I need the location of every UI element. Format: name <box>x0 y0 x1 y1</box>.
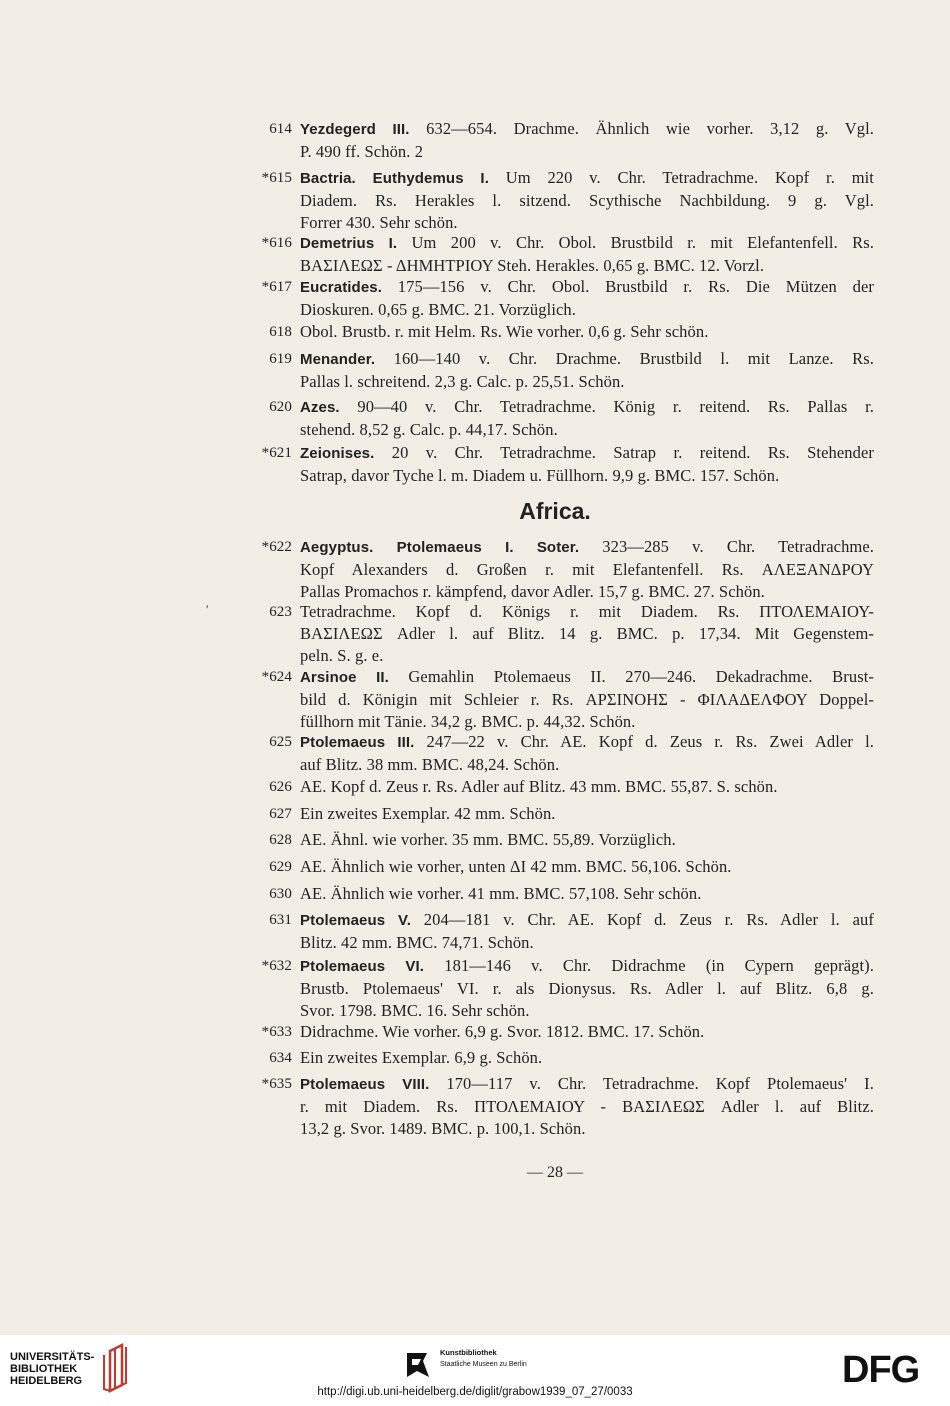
entry-text <box>300 536 874 603</box>
entry-line: AE. Ähnlich wie vorher. 41 mm. BMC. 57,108. Sehr schön. <box>300 884 702 903</box>
entry-headword: Yezdegerd III. <box>300 121 410 138</box>
entry-number: 634 <box>269 1050 292 1066</box>
entry-text <box>300 601 874 667</box>
kunstbibliothek-logo-icon[interactable] <box>405 1351 431 1379</box>
entry-text <box>300 348 874 393</box>
entry-line: Satrap, davor Tyche l. m. Diadem u. Füllhorn. 9,9 g. BMC. 157. Schön. <box>300 466 780 485</box>
entry-line: Didrachme. Wie vorher. 6,9 g. Svor. 1812. BMC. 17. Schön. <box>300 1022 705 1041</box>
kb-line-1: Kunstbibliothek <box>440 1348 497 1357</box>
section-title-africa: Africa. <box>519 498 591 524</box>
entry-text <box>300 883 874 905</box>
entry-line: ΒΑΣΙΛΕΩΣ Adler l. auf Blitz. 14 g. BMC. p. 17,34. Mit Gegenstem- <box>300 624 874 643</box>
entry-text <box>300 321 874 343</box>
entry-headword: Ptolemaeus V. <box>300 912 412 929</box>
kunstbibliothek-text <box>440 1347 527 1370</box>
entry-number: 618 <box>269 324 292 340</box>
entry-line: AE. Ähnlich wie vorher, unten ΔΙ 42 mm. BMC. 56,106. Schön. <box>300 857 732 876</box>
uni-line-3: HEIDELBERG <box>10 1375 83 1387</box>
entry-line: füllhorn mit Tänie. 34,2 g. BMC. p. 44,32. Schön. <box>300 712 636 731</box>
entry-line: Azes. 90—40 v. Chr. Tetradrachme. König r. reitend. Rs. Pallas r. <box>300 397 874 416</box>
margin-mark: ′ <box>206 602 209 616</box>
entry-line: Pallas Promachos r. kämpfend, davor Adler. 15,7 g. BMC. 27. Schön. <box>300 582 765 601</box>
entry-line: bild d. Königin mit Schleier r. Rs. ΑΡΣΙΝΟΗΣ - ΦΙΛΑΔΕΛΦΟΥ Doppel- <box>300 690 874 709</box>
entry-line: P. 490 ff. Schön. 2 <box>300 142 424 161</box>
entry-line: Arsinoe II. Gemahlin Ptolemaeus II. 270—246. Dekadrachme. Brust- <box>300 667 874 686</box>
entry-number: 620 <box>269 399 292 415</box>
entry-line: Blitz. 42 mm. BMC. 74,71. Schön. <box>300 933 534 952</box>
entry-number: 631 <box>269 912 292 928</box>
entry-line: Ein zweites Exemplar. 6,9 g. Schön. <box>300 1048 543 1067</box>
entry-line: Aegyptus. Ptolemaeus I. Soter. 323—285 v. Chr. Tetradrachme. <box>300 537 874 556</box>
entry-number: 625 <box>269 734 292 750</box>
entry-line: Forrer 430. Sehr schön. <box>300 213 458 232</box>
entry-number: 623 <box>269 604 292 620</box>
entry-line: Ptolemaeus VI. 181—146 v. Chr. Didrachme (in Cypern geprägt). <box>300 956 874 975</box>
entry-number: *616 <box>261 235 292 251</box>
entry-line: peln. S. g. e. <box>300 646 384 665</box>
entry-line: Ptolemaeus III. 247—22 v. Chr. AE. Kopf d. Zeus r. Rs. Zwei Adler l. <box>300 732 874 751</box>
university-library-name[interactable] <box>10 1351 94 1387</box>
entry-line: Zeionises. 20 v. Chr. Tetradrachme. Satrap r. reitend. Rs. Stehender <box>300 443 874 462</box>
entry-headword: Ptolemaeus III. <box>300 734 415 751</box>
entry-number: *633 <box>261 1024 292 1040</box>
entry-line: Dioskuren. 0,65 g. BMC. 21. Vorzüglich. <box>300 300 576 319</box>
uni-line-2: BIBLIOTHEK <box>10 1363 78 1375</box>
entry-number: 626 <box>269 779 292 795</box>
entry-line: Menander. 160—140 v. Chr. Drachme. Brustbild l. mit Lanze. Rs. <box>300 349 874 368</box>
entry-text <box>300 731 874 776</box>
entry-headword: Demetrius I. <box>300 235 398 252</box>
entry-number: *621 <box>261 445 292 461</box>
entry-line: stehend. 8,52 g. Calc. p. 44,17. Schön. <box>300 420 558 439</box>
entry-number: 614 <box>269 121 292 137</box>
entry-number: 630 <box>269 886 292 902</box>
uni-line-1: UNIVERSITÄTS- <box>10 1351 95 1363</box>
entry-headword: Eucratides. <box>300 279 382 296</box>
entry-line: Svor. 1798. BMC. 16. Sehr schön. <box>300 1001 530 1020</box>
entry-line: Obol. Brustb. r. mit Helm. Rs. Wie vorher. 0,6 g. Sehr schön. <box>300 322 709 341</box>
entry-number: 628 <box>269 832 292 848</box>
entry-headword: Aegyptus. Ptolemaeus I. Soter. <box>300 539 580 556</box>
entry-line: Tetradrachme. Kopf d. Königs r. mit Diadem. Rs. ΠΤΟΛΕΜΑΙΟΥ- <box>300 602 874 621</box>
footer-bar <box>0 1335 950 1406</box>
kb-line-2: Staatliche Museen zu Berlin <box>440 1361 527 1368</box>
entry-text <box>300 118 874 163</box>
entry-line: Diadem. Rs. Herakles l. sitzend. Scythische Nachbildung. 9 g. Vgl. <box>300 191 874 210</box>
entry-headword: Ptolemaeus VI. <box>300 958 425 975</box>
entry-line: Yezdegerd III. 632—654. Drachme. Ähnlich wie vorher. 3,12 g. Vgl. <box>300 119 874 138</box>
dfg-logo[interactable]: DFG <box>842 1349 920 1391</box>
entry-line: Brustb. Ptolemaeus' VI. r. als Dionysus. Rs. Adler l. auf Blitz. 6,8 g. <box>300 979 874 998</box>
entry-text <box>300 666 874 733</box>
source-url[interactable]: http://digi.ub.uni-heidelberg.de/diglit/grabow1939_07_27/0033 <box>317 1386 633 1398</box>
entry-number: *615 <box>261 170 292 186</box>
entry-number: *632 <box>261 958 292 974</box>
entry-line: 13,2 g. Svor. 1489. BMC. p. 100,1. Schön. <box>300 1119 586 1138</box>
entry-text <box>300 1047 874 1069</box>
entry-headword: Arsinoe II. <box>300 669 389 686</box>
entry-number: 619 <box>269 351 292 367</box>
page-number: — 28 — <box>527 1164 583 1181</box>
entry-line: Demetrius I. Um 200 v. Chr. Obol. Brustbild r. mit Elefantenfell. Rs. <box>300 233 875 252</box>
entry-text <box>300 232 874 277</box>
entry-line: Pallas l. schreitend. 2,3 g. Calc. p. 25,51. Schön. <box>300 372 625 391</box>
entry-line: Kopf Alexanders d. Großen r. mit Elefantenfell. Rs. ΑΛΕΞΑΝΔΡΟΥ <box>300 560 874 579</box>
entry-number: *624 <box>261 669 292 685</box>
entry-line: Ptolemaeus VIII. 170—117 v. Chr. Tetradrachme. Kopf Ptolemaeus' I. <box>300 1074 874 1093</box>
entry-number: 627 <box>269 806 292 822</box>
entry-text <box>300 167 874 234</box>
entry-number: *622 <box>261 539 292 555</box>
entry-line: Bactria. Euthydemus I. Um 220 v. Chr. Tetradrachme. Kopf r. mit <box>300 168 874 187</box>
entry-text <box>300 1021 874 1043</box>
entry-line: auf Blitz. 38 mm. BMC. 48,24. Schön. <box>300 755 560 774</box>
entry-text <box>300 856 874 878</box>
entry-headword: Azes. <box>300 399 340 416</box>
entry-line: Ein zweites Exemplar. 42 mm. Schön. <box>300 804 556 823</box>
entry-text <box>300 803 874 825</box>
entry-number: 629 <box>269 859 292 875</box>
entry-text <box>300 909 874 954</box>
entry-line: r. mit Diadem. Rs. ΠΤΟΛΕΜΑΙΟΥ - ΒΑΣΙΛΕΩΣ Adler l. auf Blitz. <box>300 1097 874 1116</box>
entry-text <box>300 276 874 321</box>
entry-number: *635 <box>261 1076 292 1092</box>
entry-line: ΒΑΣΙΛΕΩΣ - ΔΗΜΗΤΡΙΟΥ Steh. Herakles. 0,65 g. BMC. 12. Vorzl. <box>300 256 765 275</box>
entry-text <box>300 955 874 1022</box>
entry-headword: Menander. <box>300 351 376 368</box>
entry-text <box>300 1073 874 1140</box>
entry-headword: Bactria. Euthydemus I. <box>300 170 489 187</box>
entry-line: Ptolemaeus V. 204—181 v. Chr. AE. Kopf d. Zeus r. Rs. Adler l. auf <box>300 910 874 929</box>
entry-headword: Ptolemaeus VIII. <box>300 1076 430 1093</box>
entry-text <box>300 396 874 441</box>
entry-line: AE. Ähnl. wie vorher. 35 mm. BMC. 55,89. Vorzüglich. <box>300 830 676 849</box>
entry-text <box>300 776 874 798</box>
entry-headword: Zeionises. <box>300 445 375 462</box>
entry-line: AE. Kopf d. Zeus r. Rs. Adler auf Blitz. 43 mm. BMC. 55,87. S. schön. <box>300 777 778 796</box>
entry-text <box>300 829 874 851</box>
entry-line: Eucratides. 175—156 v. Chr. Obol. Brustbild r. Rs. Die Mützen der <box>300 277 874 296</box>
entry-number: *617 <box>261 279 292 295</box>
entry-text <box>300 442 874 487</box>
